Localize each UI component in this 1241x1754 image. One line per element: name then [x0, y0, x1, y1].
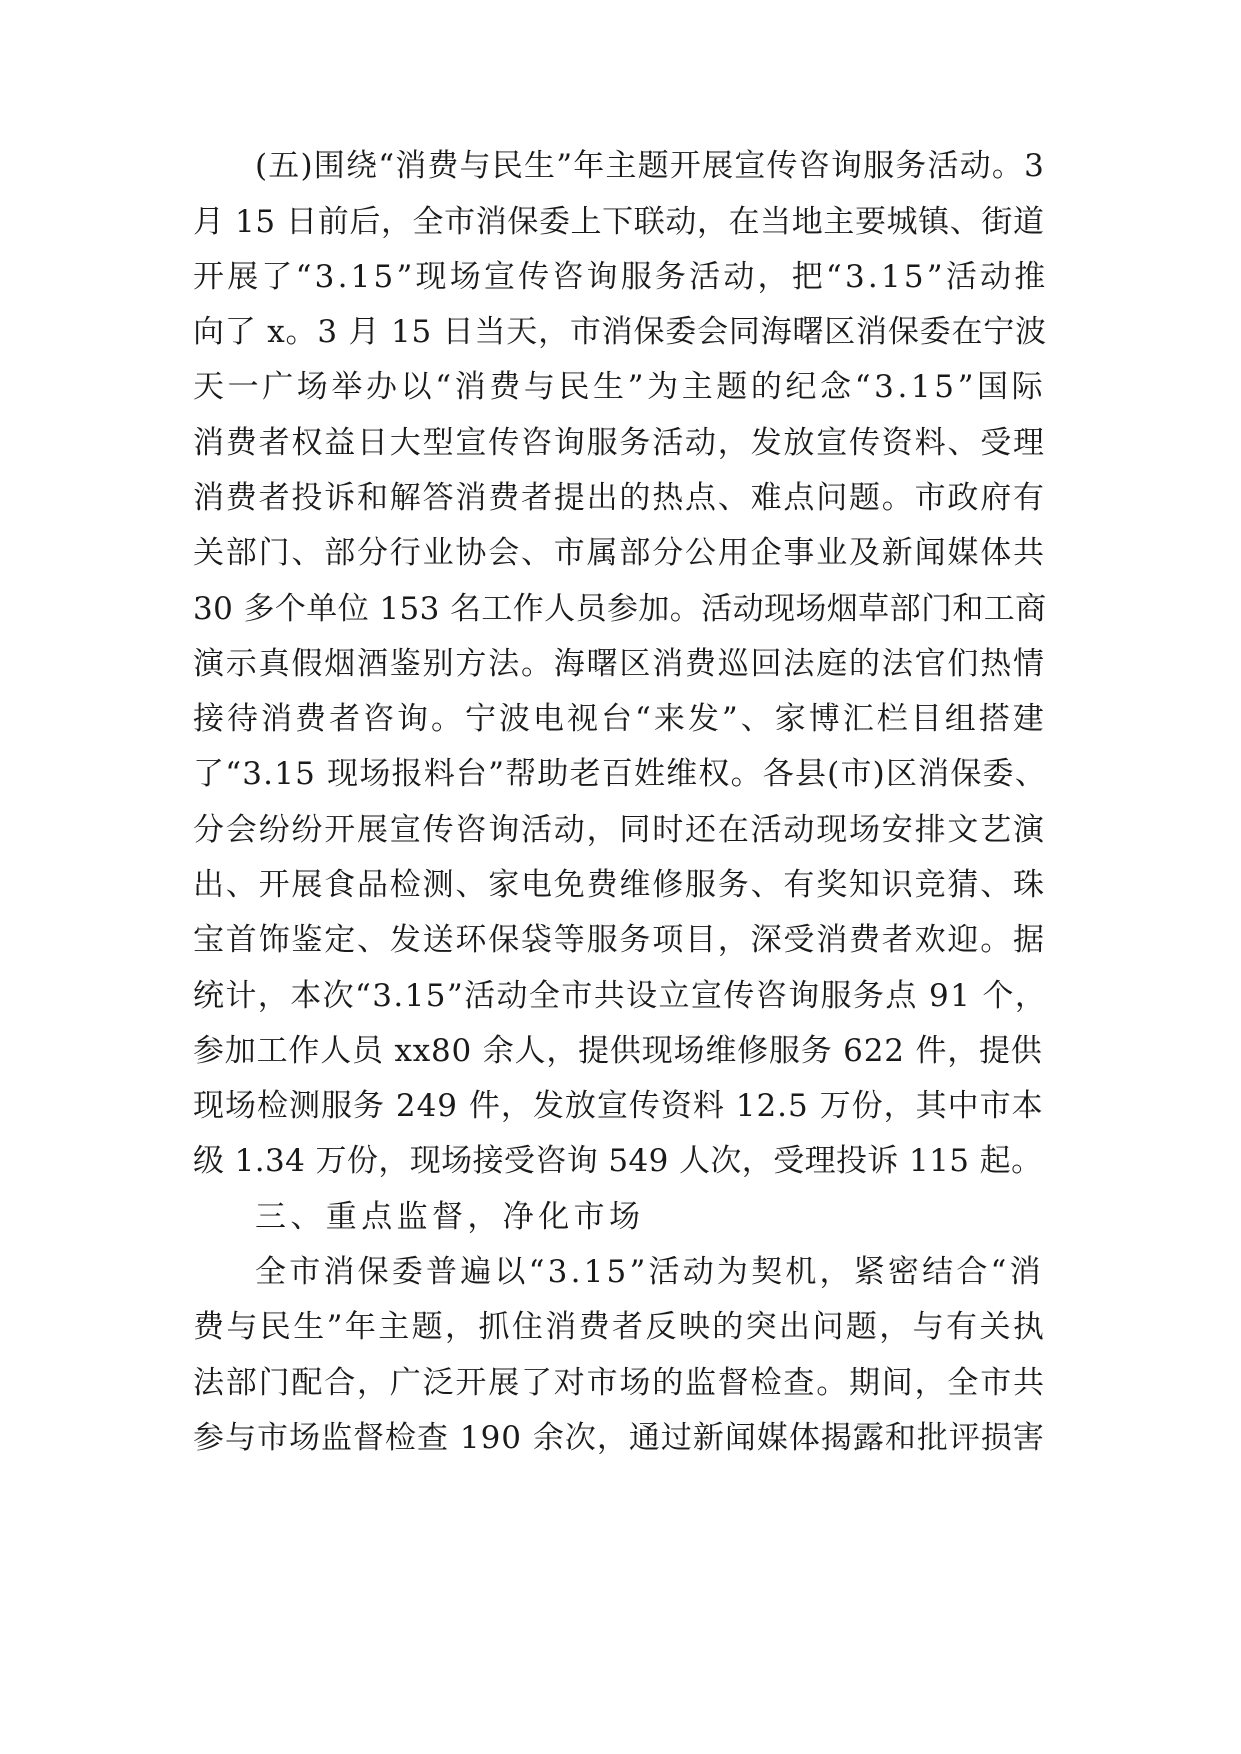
text-line: 30 多个单位 153 名工作人员参加。活动现场烟草部门和工商	[193, 591, 1047, 627]
paragraph-first-line: 全市消保委普遍以“3.15”活动为契机，紧密结合“消	[255, 1254, 1044, 1290]
text-line: 费与民生”年主题，抓住消费者反映的突出问题，与有关执	[193, 1309, 1047, 1345]
text-line: 了“3.15 现场报料台”帮助老百姓维权。各县(市)区消保委、	[193, 756, 1047, 792]
text-line: 天一广场举办以“消费与民生”为主题的纪念“3.15”国际	[193, 369, 1047, 405]
section-3-heading: 三、重点监督，净化市场	[255, 1199, 645, 1235]
text-line: 宝首饰鉴定、发送环保袋等服务项目，深受消费者欢迎。据	[193, 922, 1046, 958]
paragraph-5-heading-line: (五)围绕“消费与民生”年主题开展宣传咨询服务活动。3	[255, 148, 1046, 184]
text-line: 级 1.34 万份，现场接受咨询 549 人次，受理投诉 115 起。	[193, 1143, 1043, 1179]
text-line: 月 15 日前后，全市消保委上下联动，在当地主要城镇、街道	[193, 204, 1045, 240]
text-line: 出、开展食品检测、家电免费维修服务、有奖知识竞猜、珠	[193, 867, 1046, 903]
text-line: 演示真假烟酒鉴别方法。海曙区消费巡回法庭的法官们热情	[193, 646, 1046, 682]
text-line: 法部门配合，广泛开展了对市场的监督检查。期间，全市共	[193, 1365, 1046, 1401]
text-line: 分会纷纷开展宣传咨询活动，同时还在活动现场安排文艺演	[193, 812, 1046, 848]
text-line: 关部门、部分行业协会、市属部分公用企事业及新闻媒体共	[193, 535, 1046, 571]
text-line: 参加工作人员 xx80 余人，提供现场维修服务 622 件，提供	[193, 1033, 1043, 1069]
text-line: 统计，本次“3.15”活动全市共设立宣传咨询服务点 91 个，	[193, 978, 1048, 1014]
text-line: 消费者投诉和解答消费者提出的热点、难点问题。市政府有	[193, 480, 1046, 516]
text-line: 向了 x。3 月 15 日当天，市消保委会同海曙区消保委在宁波	[193, 314, 1047, 350]
text-line: 消费者权益日大型宣传咨询服务活动，发放宣传资料、受理	[193, 425, 1046, 461]
text-line: 开展了“3.15”现场宣传咨询服务活动，把“3.15”活动推	[193, 259, 1049, 295]
text-line: 现场检测服务 249 件，发放宣传资料 12.5 万份，其中市本	[193, 1088, 1044, 1124]
text-line: 参与市场监督检查 190 余次，通过新闻媒体揭露和批评损害	[193, 1420, 1045, 1456]
text-line: 接待消费者咨询。宁波电视台“来发”、家博汇栏目组搭建	[193, 701, 1047, 737]
